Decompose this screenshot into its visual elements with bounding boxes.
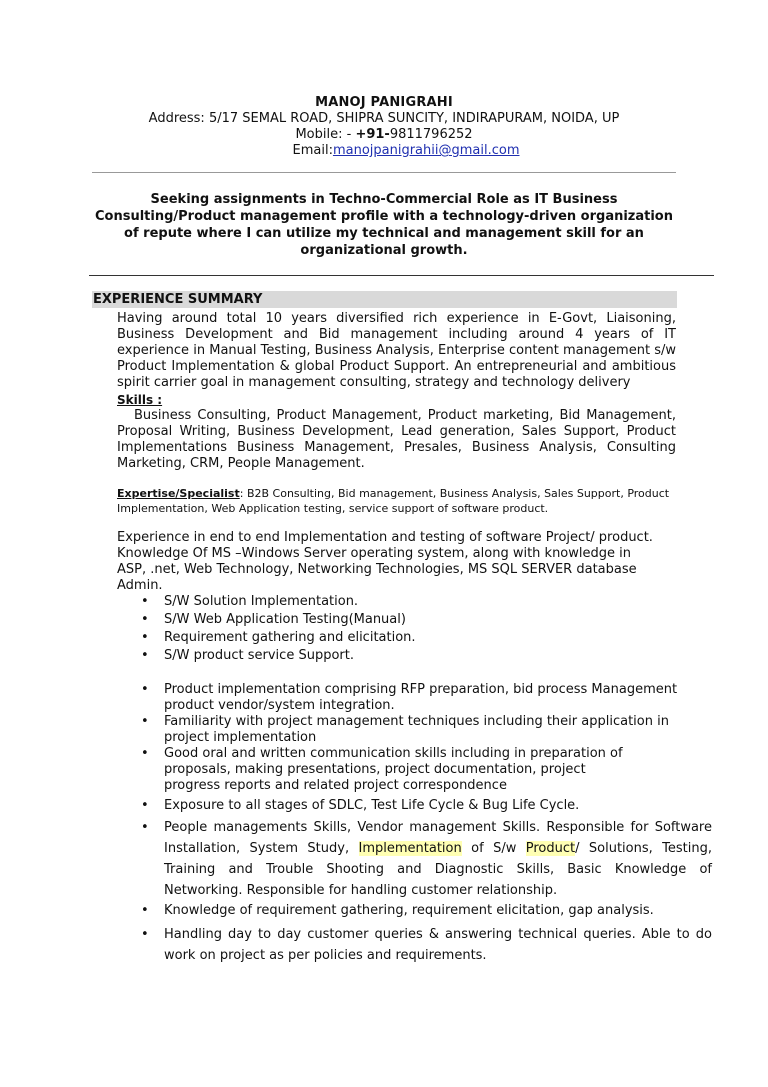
expertise-label: Expertise/Specialist — [117, 487, 240, 500]
address-line: Address: 5/17 SEMAL ROAD, SHIPRA SUNCITY, INDIRAPURAM, NOIDA, UP — [148, 111, 620, 126]
highlighted-term: Product — [525, 841, 576, 856]
header-divider — [92, 172, 676, 173]
email-link[interactable]: manojpanigrahii@gmail.com — [332, 143, 520, 158]
email-line — [0, 143, 768, 158]
expertise-text: : B2B Consulting, Bid management, Business Analysis, Sales Support, Product Implementation, Web Application testing, service support of software product. — [117, 487, 670, 515]
skills-text: Business Consulting, Product Management, Product marketing, Bid Management, Proposal Writing, Business Development, Lead generation, Sales Support, Product Implementations Business Management, Presales, Business Analysis, Consulting Marketing, CRM, People Management. — [117, 408, 676, 471]
career-objective: Seeking assignments in Techno-Commercial Role as IT Business Consulting/Product management profile with a technology-driven organization of repute where I can utilize my technical and management skill for an organizational growth. — [94, 192, 673, 258]
bullet-icon: • — [141, 594, 149, 609]
highlighted-term: Implementation — [358, 841, 462, 856]
expertise-block — [117, 486, 676, 516]
bullet-icon: • — [141, 746, 149, 761]
bullet-icon: • — [141, 682, 149, 697]
bullet-icon: • — [141, 648, 149, 663]
bullet-icon: • — [141, 714, 149, 729]
bullet-icon: • — [141, 903, 149, 918]
skills-label: Skills : — [117, 393, 163, 407]
mobile-number: 9811796252 — [389, 127, 473, 142]
mobile-prefix: Mobile: - — [295, 127, 356, 142]
candidate-name: MANOJ PANIGRAHI — [315, 95, 453, 110]
mobile-line — [0, 127, 768, 142]
bullet-icon: • — [141, 630, 149, 645]
bullet-icon: • — [141, 612, 149, 627]
bullet-icon: • — [141, 927, 149, 942]
bullet-icon: • — [141, 820, 149, 835]
email-label: Email: — [292, 143, 333, 158]
experience-summary-heading: EXPERIENCE SUMMARY — [92, 291, 677, 308]
mobile-country-code: +91- — [355, 127, 390, 142]
experience-summary-text: Having around total 10 years diversified rich experience in E-Govt, Liaisoning, Business Development and Bid management including around 4 years of IT experience in Manual Testing, Business Analysis, Enterprise content management s/w Product Implementation & global Product Support. An entrepreneurial and ambitious spirit carrier goal in management consulting, strategy and technology delivery — [117, 311, 676, 390]
experience-text: Experience in end to end Implementation and testing of software Project/ product. Knowledge Of MS –Windows Server operating system, along with knowledge in ASP, .net, Web Technology, Networking Technologies, MS SQL SERVER database Admin. — [117, 530, 653, 593]
resume-page: MANOJ PANIGRAHI Address: 5/17 SEMAL ROAD, SHIPRA SUNCITY, INDIRAPURAM, NOIDA, UP Mobile: - +91-9811796252 Email:manojpanigrahii@gmail.com Seeking assignments in Techno-Commercial Role as IT Business Consulting/Product management profile with a technology-driven organization of repute where I can utilize my technical and management skill for an organizational growth. EXPERIENCE SUMMARY Having around total 10 years diversified rich experience in E-Govt, Liaisoning, Business Development and Bid management including around 4 years of IT experience in Manual Testing, Business Analysis, Enterprise content management s/w Product Implementation & global Product Support. An entrepreneurial and ambitious spirit carrier goal in management consulting, strategy and technology delivery Skills : Business Consulting, Product Management, Product marketing, Bid Management, Proposal Writing, Business Development, Lead generation, Sales Support, Product Implementations Business Management, Presales, Business Analysis, Consulting Marketing, CRM, People Management. Expertise/Specialist: B2B Consulting, Bid management, Business Analysis, Sales Support, Product Implementation, Web Application testing, service support of software product. Experience in end to end Implementation and testing of software Project/ product. Knowledge Of MS –Windows Server operating system, along with knowledge in ASP, .net, Web Technology, Networking Technologies, MS SQL SERVER database Admin. • S/W Solution Implementation. • S/W Web Application Testing(Manual) • Requirement gathering and elicitation. • S/W product service Support. • Product implementation comprising RFP preparation, bid process Management product vendor/system integration. • Familiarity with project management techniques including their application in project implementation • Good oral and written communication skills including in preparation of proposals, making presentations, project documentation, project progress reports and related project correspondence • Exposure to all stages of SDLC, Test Life Cycle & Bug Life Cycle. • People managements Skills, Vendor management Skills. Responsible for Software Installation, System Study, Implementation of S/w Product/ Solutions, Testing, Training and Trouble Shooting and Diagnostic Skills, Basic Knowledge of Networking. Responsible for handling customer relationship. • Knowledge of requirement gathering, requirement elicitation, gap analysis. • Handling day to day customer queries & answering technical queries. Able to do work on project as per policies and requirements. — [0, 0, 768, 1087]
people-skills-text: People managements Skills, Vendor management Skills. Responsible for Software Installation, System Study, Implementation of S/w Product/ Solutions, Testing, Training and Trouble Shooting and Diagnostic Skills, Basic Knowledge of Networking. Responsible for handling customer relationship. — [164, 820, 712, 898]
objective-divider — [89, 275, 714, 276]
skills-block — [117, 393, 676, 472]
bullet-icon: • — [141, 798, 149, 813]
